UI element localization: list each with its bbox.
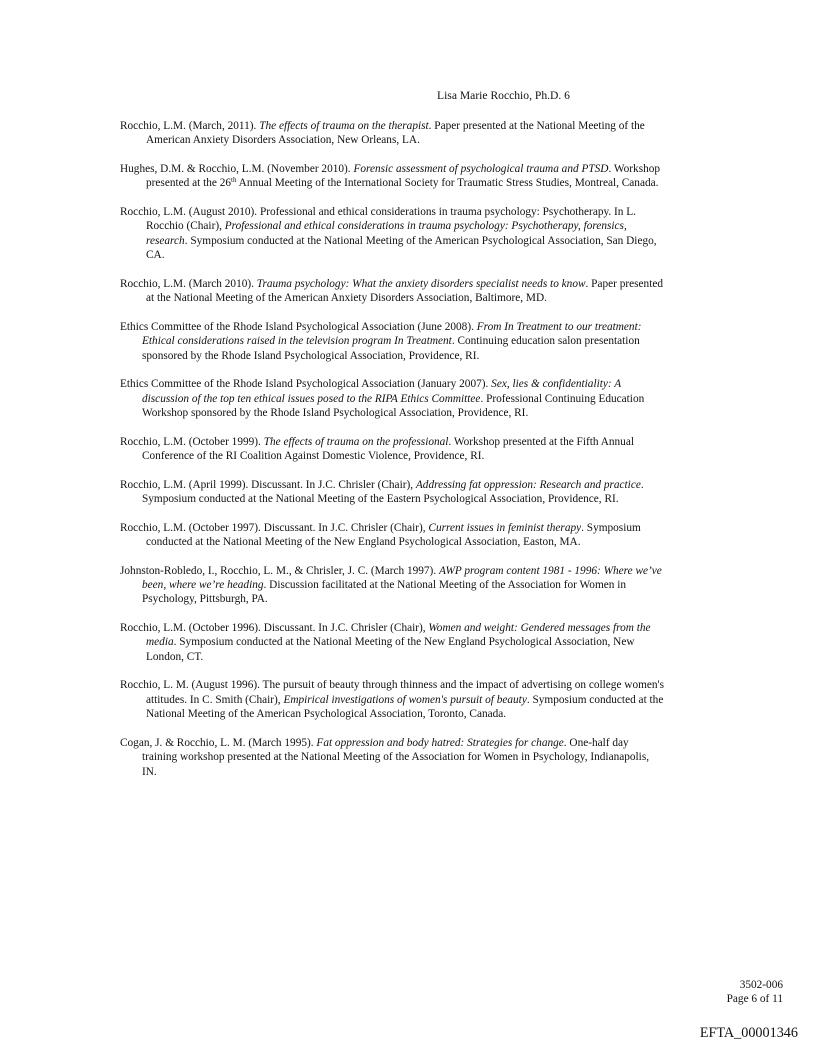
citation-details: . Paper presented at the National Meeting of the American Anxiety Disorders Association, Baltimore, MD. bbox=[146, 277, 663, 305]
citation-entry bbox=[120, 205, 665, 263]
citation-authors: Ethics Committee of the Rhode Island Psychological Association (June 2008). bbox=[120, 320, 477, 333]
citation-entry bbox=[120, 478, 665, 507]
citation-details: . Symposium conducted at the National Meeting of the American Psychological Association, Toronto, Canada. bbox=[146, 693, 664, 721]
citation-entry bbox=[120, 621, 665, 664]
citation-title: Sex, lies & confidentiality: A discussion of the top ten ethical issues posed to the RIPA Ethics Committee bbox=[142, 378, 621, 405]
citation-authors: Rocchio, L.M. (March 2010). bbox=[120, 277, 257, 290]
citation-title: The effects of trauma on the therapist bbox=[259, 120, 429, 132]
citation-title: Fat oppression and body hatred: Strategies for change bbox=[316, 736, 564, 749]
citation-details: . Discussion facilitated at the National Meeting of the Association for Women in Psychology, Pittsburgh, PA. bbox=[142, 579, 627, 606]
running-head: Lisa Marie Rocchio, Ph.D. 6 bbox=[437, 89, 570, 102]
ordinal-superscript: th bbox=[231, 176, 237, 185]
citation-authors: Cogan, J. & Rocchio, L. M. (March 1995). bbox=[120, 736, 317, 749]
citation-details: . One-half day training workshop presented at the National Meeting of the Association for Women in Psychology, Indianapolis, IN. bbox=[142, 736, 650, 778]
citation-authors: Johnston-Robledo, I., Rocchio, L. M., & Chrisler, J. C. (March 1997). bbox=[120, 564, 439, 577]
citation-entry bbox=[120, 564, 665, 607]
citation-entry bbox=[120, 435, 665, 464]
citation-authors: Ethics Committee of the Rhode Island Psychological Association (January 2007). bbox=[120, 378, 492, 391]
citation-title: From In Treatment to our treatment: Ethical considerations raised in the television program In Treatment bbox=[142, 320, 642, 348]
citation-title: Empirical investigations of women's pursuit of beauty bbox=[283, 693, 527, 706]
citation-authors: Rocchio, L.M. (March, 2011). bbox=[120, 120, 260, 132]
citation-entry bbox=[120, 162, 665, 191]
citation-authors: Rocchio, L.M. (August 2010). Professional and ethical considerations in trauma psychology: Psychotherapy. In L. Rocchio (Chair), bbox=[120, 206, 636, 233]
citation-details: . Symposium conducted at the National Meeting of the Eastern Psychological Association, Providence, RI. bbox=[142, 478, 644, 506]
citation-details: Annual Meeting of the International Society for Traumatic Stress Studies, Montreal, Canada. bbox=[236, 177, 659, 190]
page-number: Page 6 of 11 bbox=[726, 993, 783, 1005]
document-code: 3502-006 bbox=[739, 979, 783, 991]
citation-authors: Rocchio, L.M. (April 1999). Discussant. In J.C. Chrisler (Chair), bbox=[120, 478, 416, 491]
citation-title: Women and weight: Gendered messages from the media bbox=[146, 622, 651, 649]
citation-title: AWP program content 1981 - 1996: Where we’ve been, where we’re heading bbox=[142, 564, 662, 592]
citation-entry bbox=[120, 119, 665, 148]
citation-details: . Workshop presented at the Fifth Annual Conference of the RI Coalition Against Domestic Violence, Providence, RI. bbox=[142, 435, 634, 463]
citation-title: The effects of trauma on the professional bbox=[263, 435, 449, 448]
citation-authors: Rocchio, L.M. (October 1999). bbox=[120, 435, 264, 448]
citation-entry bbox=[120, 521, 665, 550]
citation-entry bbox=[120, 377, 665, 420]
citation-title: Current issues in feminist therapy bbox=[428, 521, 582, 534]
presentations-list bbox=[120, 119, 665, 793]
citation-entry bbox=[120, 736, 665, 779]
citation-details: . Continuing education salon presentation sponsored by the Rhode Island Psychological Association, Providence, RI. bbox=[142, 335, 640, 362]
citation-details: . Paper presented at the National Meeting of the American Anxiety Disorders Association, New Orleans, LA. bbox=[146, 120, 645, 147]
citation-authors: Rocchio, L. M. (August 1996). The pursuit of beauty through thinness and the impact of advertising on college women's attitudes. In C. Smith (Chair), bbox=[120, 679, 664, 706]
bates-stamp: EFTA_00001346 bbox=[699, 1025, 798, 1041]
citation-authors: Hughes, D.M. & Rocchio, L.M. (November 2010). bbox=[120, 163, 354, 175]
citation-authors: Rocchio, L.M. (October 1996). Discussant. In J.C. Chrisler (Chair), bbox=[120, 622, 429, 635]
citation-details: . Professional Continuing Education Workshop sponsored by the Rhode Island Psychological Association, Providence, RI. bbox=[142, 392, 645, 420]
citation-details: . Symposium conducted at the National Meeting of the American Psychological Association, San Diego, CA. bbox=[146, 234, 657, 262]
citation-entry bbox=[120, 277, 665, 306]
citation-entry bbox=[120, 678, 665, 721]
citation-title: Trauma psychology: What the anxiety disorders specialist needs to know bbox=[256, 277, 586, 290]
page-footer bbox=[727, 978, 783, 1006]
citation-title: Forensic assessment of psychological trauma and PTSD bbox=[353, 163, 609, 175]
citation-details: . Symposium conducted at the National Meeting of the New England Psychological Association, Easton, MA. bbox=[146, 521, 641, 549]
citation-details: . Workshop presented at the 26 bbox=[146, 163, 661, 190]
citation-title: Professional and ethical considerations in trauma psychology: Psychotherapy, forensics, research bbox=[146, 220, 627, 247]
citation-authors: Rocchio, L.M. (October 1997). Discussant. In J.C. Chrisler (Chair), bbox=[120, 521, 429, 534]
citation-title: Addressing fat oppression: Research and practice bbox=[415, 478, 641, 491]
citation-details: . Symposium conducted at the National Meeting of the New England Psychological Association, New London, CT. bbox=[146, 636, 635, 663]
citation-entry bbox=[120, 320, 665, 363]
